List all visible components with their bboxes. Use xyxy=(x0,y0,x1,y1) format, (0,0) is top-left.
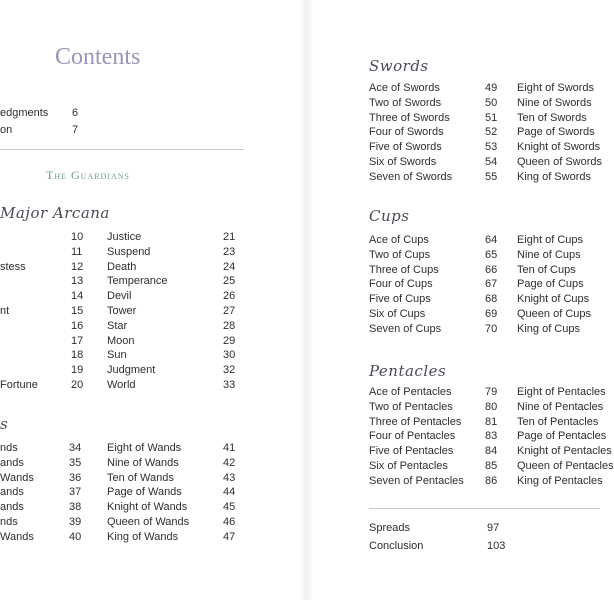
toc-page-number: 28 xyxy=(223,319,236,332)
toc-entry-label: Three of Pentacles xyxy=(369,415,462,428)
toc-page-number: 13 xyxy=(71,275,84,288)
toc-page-number: 41 xyxy=(223,442,236,454)
toc-entry-label: Ace of Swords xyxy=(369,82,440,94)
toc-page-number: 85 xyxy=(485,460,498,472)
toc-entry-label: Fortune xyxy=(0,379,38,391)
toc-entry-label: stess xyxy=(0,260,26,273)
toc-entry-label: Justice xyxy=(107,231,142,243)
toc-entry-label: Three of Cups xyxy=(369,263,439,276)
toc-page-number: 68 xyxy=(485,293,498,306)
toc-page-number: 32 xyxy=(223,364,236,377)
toc-page-number: 20 xyxy=(71,379,84,391)
toc-entry-label: Devil xyxy=(107,290,132,303)
toc-entry-label: Queen of Pentacles xyxy=(517,460,614,472)
front-matter-page: 7 xyxy=(72,124,79,136)
toc-page-number: 29 xyxy=(223,334,236,347)
toc-page-number: 47 xyxy=(223,530,236,543)
toc-entry-label: Ten of Pentacles xyxy=(517,415,599,428)
toc-page-number: 36 xyxy=(69,471,82,484)
major-arcana-heading: Major Arcana xyxy=(0,204,110,222)
toc-entry-label: Knight of Wands xyxy=(107,501,188,514)
toc-page-number: 46 xyxy=(223,516,236,528)
toc-page-number: 21 xyxy=(223,231,236,243)
toc-entry-label: Ten of Wands xyxy=(107,471,174,484)
toc-page-number: 30 xyxy=(223,349,236,362)
toc-entry-label: Four of Swords xyxy=(369,126,444,139)
toc-page-number: 26 xyxy=(223,290,236,303)
toc-page-number: 69 xyxy=(485,308,498,320)
toc-entry-label: Wands xyxy=(0,471,34,484)
toc-page-number: 79 xyxy=(485,386,498,398)
toc-page-number: 67 xyxy=(485,278,498,291)
toc-entry-label: King of Wands xyxy=(107,530,179,543)
toc-entry-label: Nine of Swords xyxy=(517,96,592,109)
toc-entry-label: Sun xyxy=(107,349,127,362)
toc-page-number: 66 xyxy=(485,263,498,276)
toc-page-number: 15 xyxy=(71,305,84,317)
toc-entry-label: Seven of Pentacles xyxy=(369,474,464,487)
toc-page-number: 83 xyxy=(485,430,498,443)
section-divider xyxy=(0,149,244,150)
toc-entry-label: ands xyxy=(0,486,24,499)
toc-entry-label: Five of Pentacles xyxy=(369,445,454,458)
toc-page-number: 50 xyxy=(485,96,498,109)
toc-entry-label: Knight of Swords xyxy=(517,141,601,154)
toc-page-number: 38 xyxy=(69,501,82,514)
toc-entry-label: Queen of Swords xyxy=(517,156,602,168)
toc-page-number: 16 xyxy=(71,319,84,332)
swords-heading: Swords xyxy=(369,57,429,75)
toc-page-number: 14 xyxy=(71,290,84,303)
toc-entry-label: Four of Cups xyxy=(369,278,433,291)
toc-entry-label: Nine of Cups xyxy=(517,248,581,261)
cups-heading: Cups xyxy=(369,207,410,225)
toc-entry-label: Six of Swords xyxy=(369,156,437,168)
toc-entry-label: Knight of Pentacles xyxy=(517,445,612,458)
toc-page-number: 19 xyxy=(71,364,84,377)
toc-entry-label: Queen of Cups xyxy=(517,308,591,320)
toc-entry-label: King of Cups xyxy=(517,322,580,335)
toc-entry-label: Death xyxy=(107,260,137,273)
toc-entry-label: nds xyxy=(0,516,18,528)
toc-entry-label: Ten of Cups xyxy=(517,263,576,276)
toc-entry-label: Star xyxy=(107,319,128,332)
toc-page-number: 52 xyxy=(485,126,498,139)
toc-entry-label: Temperance xyxy=(107,275,168,288)
toc-page-number: 37 xyxy=(69,486,82,499)
toc-entry-label: Five of Cups xyxy=(369,293,431,306)
toc-page-number: 64 xyxy=(485,234,498,246)
toc-entry-label: Page of Pentacles xyxy=(517,430,607,443)
toc-page-number: 35 xyxy=(69,456,82,469)
toc-page-number: 51 xyxy=(485,111,498,124)
toc-page-number: 39 xyxy=(69,516,82,528)
page-gutter xyxy=(300,0,314,600)
toc-entry-label: King of Pentacles xyxy=(517,474,603,487)
front-matter-label: on xyxy=(0,124,13,136)
toc-entry-label: Eight of Swords xyxy=(517,82,595,94)
back-matter-label: Conclusion xyxy=(369,540,424,552)
toc-page-number: 53 xyxy=(485,141,498,154)
toc-page-number: 24 xyxy=(223,260,236,273)
toc-entry-label: King of Swords xyxy=(517,170,591,183)
toc-page-number: 18 xyxy=(71,349,84,362)
toc-entry-label: Five of Swords xyxy=(369,141,442,154)
toc-page-number: 44 xyxy=(223,486,236,499)
toc-page-number: 70 xyxy=(485,322,498,335)
toc-entry-label: Ace of Cups xyxy=(369,234,429,246)
toc-page-number: 86 xyxy=(485,474,498,487)
toc-entry-label: Six of Cups xyxy=(369,308,426,320)
toc-page-number: 81 xyxy=(485,415,498,428)
toc-entry-label: Seven of Cups xyxy=(369,322,442,335)
toc-entry-label: Page of Wands xyxy=(107,486,182,499)
toc-entry-label: World xyxy=(107,379,136,391)
toc-entry-label: nds xyxy=(0,442,18,454)
toc-entry-label: Two of Cups xyxy=(369,248,431,261)
contents-title: Contents xyxy=(55,44,141,70)
toc-page-number: 65 xyxy=(485,248,498,261)
toc-page-number: 25 xyxy=(223,275,236,288)
toc-page-number: 55 xyxy=(485,170,498,183)
toc-entry-label: Three of Swords xyxy=(369,111,450,124)
toc-entry-label: Page of Cups xyxy=(517,278,584,291)
toc-page-number: 27 xyxy=(223,305,236,317)
toc-page-number: 33 xyxy=(223,379,236,391)
front-matter-page: 6 xyxy=(72,107,79,119)
toc-entry-label: Tower xyxy=(107,305,137,317)
toc-entry-label: Judgment xyxy=(107,364,156,377)
toc-entry-label: Two of Pentacles xyxy=(369,400,453,413)
toc-page-number: 40 xyxy=(69,530,82,543)
toc-page-number: 84 xyxy=(485,445,498,458)
toc-entry-label: Seven of Swords xyxy=(369,170,453,183)
toc-entry-label: nt xyxy=(0,305,10,317)
toc-entry-label: Moon xyxy=(107,334,135,347)
back-matter-page: 97 xyxy=(487,522,500,534)
toc-page-number: 80 xyxy=(485,400,498,413)
left-page xyxy=(0,0,300,600)
section-divider xyxy=(369,508,600,509)
toc-entry-label: Nine of Pentacles xyxy=(517,400,604,413)
toc-page-number: 43 xyxy=(223,471,236,484)
toc-page-number: 12 xyxy=(71,260,84,273)
toc-entry-label: ands xyxy=(0,456,24,469)
front-matter-label: edgments xyxy=(0,107,49,119)
toc-entry-label: Page of Swords xyxy=(517,126,595,139)
right-page xyxy=(314,0,614,600)
toc-page-number: 34 xyxy=(69,442,82,454)
toc-page-number: 45 xyxy=(223,501,236,514)
toc-entry-label: Four of Pentacles xyxy=(369,430,456,443)
toc-page-number: 11 xyxy=(71,245,83,258)
toc-entry-label: Ace of Pentacles xyxy=(369,386,452,398)
toc-page-number: 54 xyxy=(485,156,498,168)
guardians-heading: The Guardians xyxy=(46,168,130,182)
toc-entry-label: Suspend xyxy=(107,245,151,258)
toc-page-number: 10 xyxy=(71,231,84,243)
toc-entry-label: Six of Pentacles xyxy=(369,460,448,472)
back-matter-label: Spreads xyxy=(369,522,410,534)
toc-entry-label: Wands xyxy=(0,530,34,543)
toc-entry-label: ands xyxy=(0,501,24,514)
pentacles-heading: Pentacles xyxy=(369,362,447,380)
back-matter-page: 103 xyxy=(487,540,506,552)
toc-page-number: 42 xyxy=(223,456,236,469)
toc-page-number: 49 xyxy=(485,82,498,94)
toc-page-number: 17 xyxy=(71,334,84,347)
toc-entry-label: Queen of Wands xyxy=(107,516,190,528)
wands-heading: s xyxy=(0,415,9,433)
toc-entry-label: Two of Swords xyxy=(369,96,442,109)
toc-entry-label: Nine of Wands xyxy=(107,456,179,469)
toc-entry-label: Eight of Wands xyxy=(107,442,182,454)
toc-entry-label: Eight of Pentacles xyxy=(517,386,606,398)
toc-entry-label: Ten of Swords xyxy=(517,111,587,124)
toc-page-number: 23 xyxy=(223,245,236,258)
toc-entry-label: Eight of Cups xyxy=(517,234,584,246)
toc-entry-label: Knight of Cups xyxy=(517,293,590,306)
